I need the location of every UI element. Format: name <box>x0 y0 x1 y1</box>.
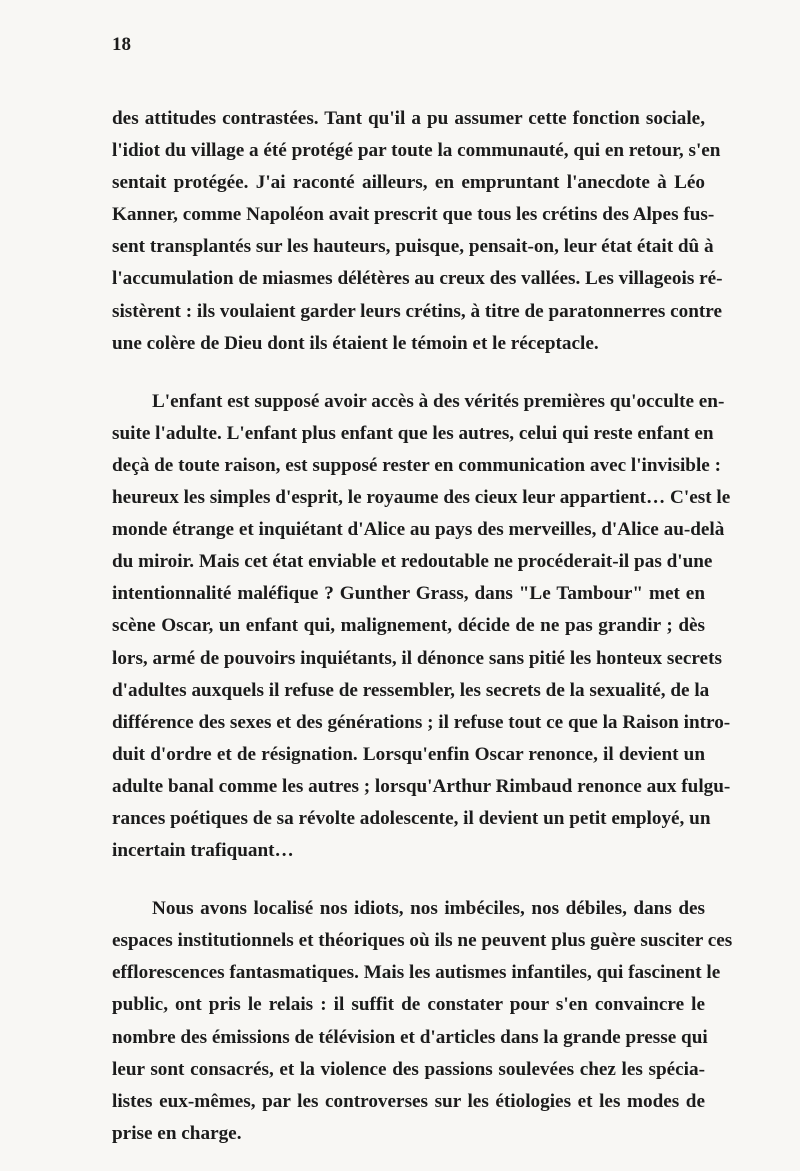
text-line: Kanner, comme Napoléon avait prescrit que tous les crétins des Alpes fus- <box>112 204 715 226</box>
text-line: L'enfant est supposé avoir accès à des vérités premières qu'occulte en- <box>152 390 725 412</box>
text-line: monde étrange et inquiétant d'Alice au pays des merveilles, d'Alice au-delà <box>112 519 725 541</box>
text-line: sistèrent : ils voulaient garder leurs crétins, à titre de paratonnerres contre <box>112 300 722 322</box>
text-line: du miroir. Mais cet état enviable et redoutable ne procéderait-il pas d'une <box>112 551 713 573</box>
paragraph-gap <box>112 867 705 893</box>
text-line: listes eux-mêmes, par les controverses sur les étiologies et les modes de <box>112 1090 705 1112</box>
text-line: lors, armé de pouvoirs inquiétants, il dénonce sans pitié les honteux secrets <box>112 647 722 669</box>
text-line: incertain trafiquant… <box>112 840 294 862</box>
text-line: prise en charge. <box>112 1122 242 1144</box>
text-line: efflorescences fantasmatiques. Mais les autismes infantiles, qui fascinent le <box>112 962 721 984</box>
body-text <box>112 103 733 1150</box>
text-line: intentionnalité maléfique ? Gunther Grass, dans "Le Tambour" met en <box>112 583 705 605</box>
text-line: nombre des émissions de télévision et d'articles dans la grande presse qui <box>112 1026 708 1048</box>
text-line: adulte banal comme les autres ; lorsqu'Arthur Rimbaud renonce aux fulgu- <box>112 775 731 797</box>
text-line: sent transplantés sur les hauteurs, puisque, pensait-on, leur état était dû à <box>112 236 714 258</box>
text-line: une colère de Dieu dont ils étaient le témoin et le réceptacle. <box>112 332 599 354</box>
text-line: différence des sexes et des générations ; il refuse tout ce que la Raison intro- <box>112 711 731 733</box>
text-line: scène Oscar, un enfant qui, malignement, décide de ne pas grandir ; dès <box>112 615 705 637</box>
text-line: l'idiot du village a été protégé par toute la communauté, qui en retour, s'en <box>112 140 721 162</box>
text-line: d'adultes auxquels il refuse de ressembler, les secrets de la sexualité, de la <box>112 679 710 701</box>
paragraph-2 <box>112 386 731 867</box>
text-line: des attitudes contrastées. Tant qu'il a pu assumer cette fonction sociale, <box>112 108 705 129</box>
text-line: leur sont consacrés, et la violence des passions soulevées chez les spécia- <box>112 1058 705 1080</box>
text-line: rances poétiques de sa révolte adolescente, il devient un petit employé, un <box>112 807 711 829</box>
text-line: heureux les simples d'esprit, le royaume des cieux leur appartient… C'est le <box>112 487 731 509</box>
text-line: duit d'ordre et de résignation. Lorsqu'enfin Oscar renonce, il devient un <box>112 743 705 765</box>
paragraph-3 <box>112 893 733 1150</box>
text-line: sentait protégée. J'ai raconté ailleurs, en empruntant l'anecdote à Léo <box>112 172 705 194</box>
text-line: espaces institutionnels et théoriques où ils ne peuvent plus guère susciter ces <box>112 930 733 952</box>
page-number: 18 <box>112 34 131 55</box>
text-line: public, ont pris le relais : il suffit de constater pour s'en convaincre le <box>112 994 705 1016</box>
paragraph-gap <box>112 360 705 386</box>
paragraph-1 <box>112 103 723 360</box>
text-line: suite l'adulte. L'enfant plus enfant que les autres, celui qui reste enfant en <box>112 422 714 444</box>
text-line: l'accumulation de miasmes délétères au creux des vallées. Les villageois ré- <box>112 268 723 290</box>
text-line: Nous avons localisé nos idiots, nos imbéciles, nos débiles, dans des <box>152 898 705 920</box>
text-line: deçà de toute raison, est supposé rester en communication avec l'invisible : <box>112 454 721 476</box>
